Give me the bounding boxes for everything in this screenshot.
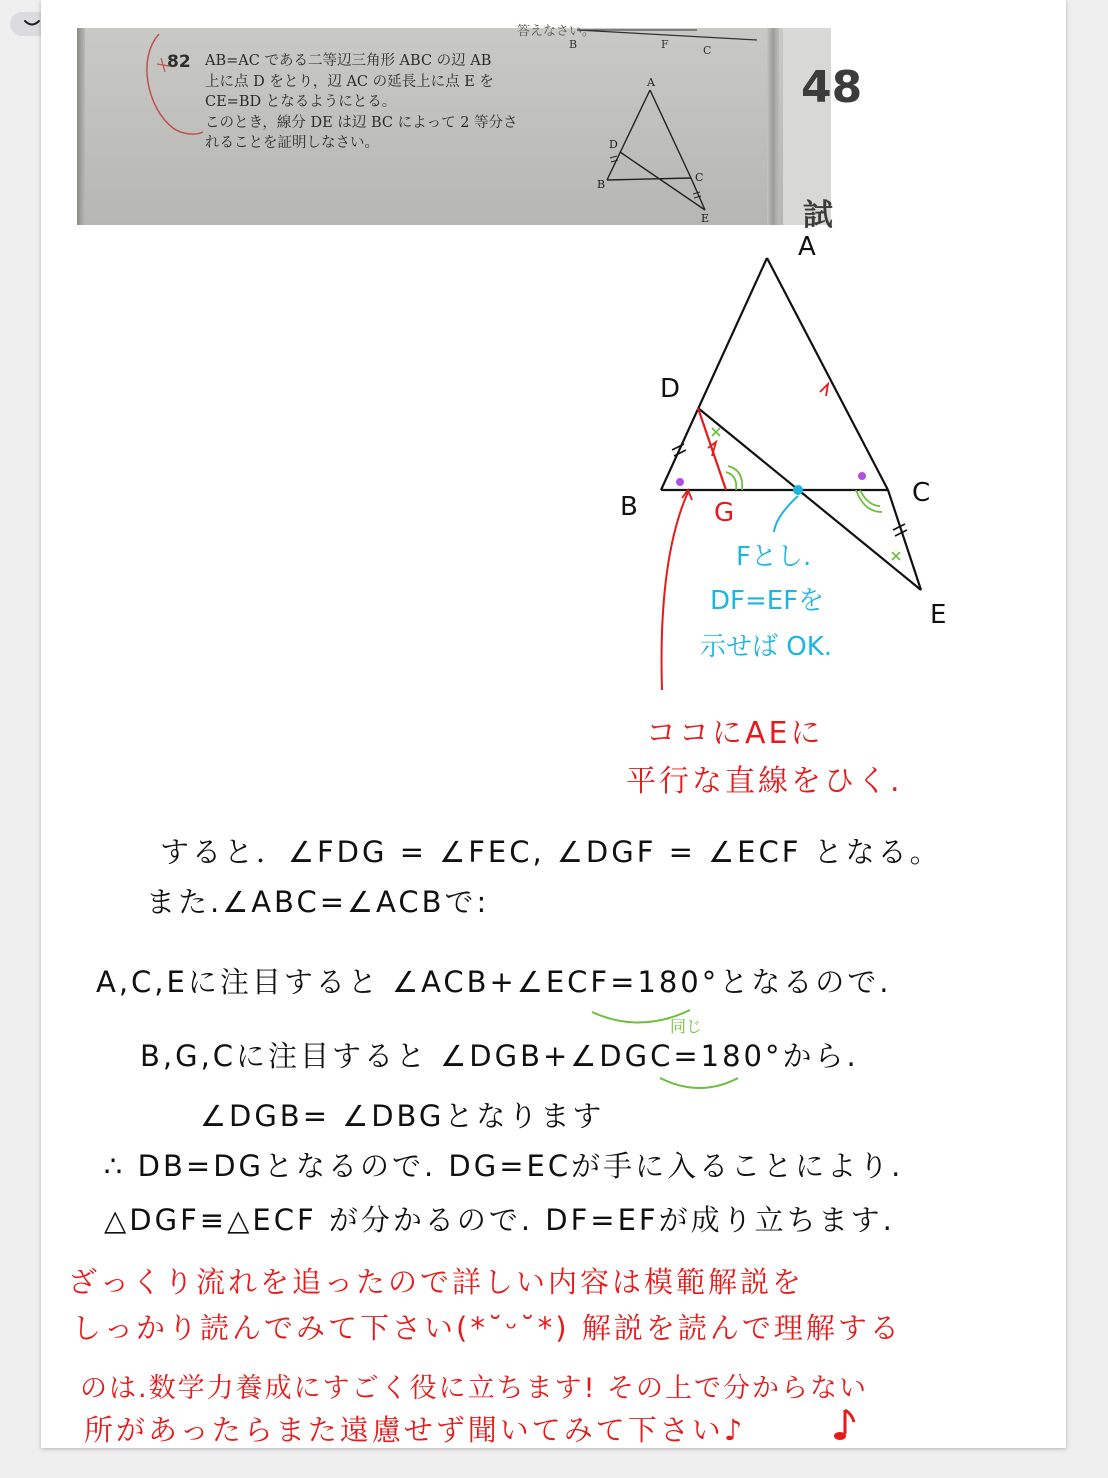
problem-text: AB=AC である二等辺三角形 ABC の辺 AB 上に点 D をとり，辺 AC の延長上に点 E を CE=BD となるようにとる。 このとき，線分 DE は辺 BC によって 2 等分さ れることを証明しなさい。 [205,53,518,152]
solution-line-1: すると．∠FDG = ∠FEC, ∠DGF = ∠ECF となる。 [160,835,942,869]
solution-line-2: また.∠ABC=∠ACBで: [146,885,490,919]
problem-number: 82 [167,52,191,72]
label-point-c: C [912,478,931,508]
solution-line-6: ∴ DB=DGとなるので. DG=ECが手に入ることにより. [104,1149,904,1183]
solution-line-5: ∠DGB= ∠DBGとなります [200,1099,605,1133]
side-ac [767,258,888,490]
svg-text:B: B [597,178,606,191]
solution-line-3: A,C,Eに注目すると ∠ACB+∠ECF=180°となるので. [96,965,892,999]
svg-text:A: A [647,76,655,89]
previous-problem-fragment: 答えなさい。 [517,24,596,39]
red-note-line-1: ココにAEに [646,716,824,751]
svg-text:F: F [661,38,669,51]
cyan-note-line-1: Fとし. [736,542,812,572]
closing-line-2: しっかり読んでみて下さい(*˘ᵕ˘*) 解説を読んで理解する [72,1311,902,1345]
label-point-b: B [620,492,638,522]
cyan-note-line-3: 示せば OK. [700,632,833,662]
label-point-e: E [930,600,947,630]
side-page-glyph: 48 [801,62,863,113]
label-point-a: A [798,232,816,262]
svg-text:E: E [701,212,710,225]
red-note-line-2: 平行な直線をひく. [626,764,903,799]
label-point-d: D [660,374,681,404]
closing-line-4: 所があったらまた遠慮せず聞いてみて下さい♪ [84,1413,746,1447]
closing-line-3: のは.数学力養成にすごく役に立ちます! その上で分からない [80,1373,868,1404]
svg-text:C: C [695,171,704,184]
svg-text:C: C [703,44,712,57]
solution-line-7: △DGF≡△ECF が分かるので. DF=EFが成り立ちます. [104,1203,895,1237]
point-f-marker [793,485,803,495]
svg-text:D: D [609,138,618,151]
green-note-same: 同じ [670,1017,703,1036]
svg-text:B: B [569,38,578,51]
cyan-note-line-2: DF=EFを [710,586,825,616]
side-page-glyph-2: 試 [803,198,833,233]
label-point-g: G [714,498,735,528]
closing-line-1: ざっくり流れを追ったので詳しい内容は模範解説を [68,1265,805,1299]
solution-line-4: B,G,Cに注目すると ∠DGB+∠DGC=180°から. [140,1039,859,1073]
